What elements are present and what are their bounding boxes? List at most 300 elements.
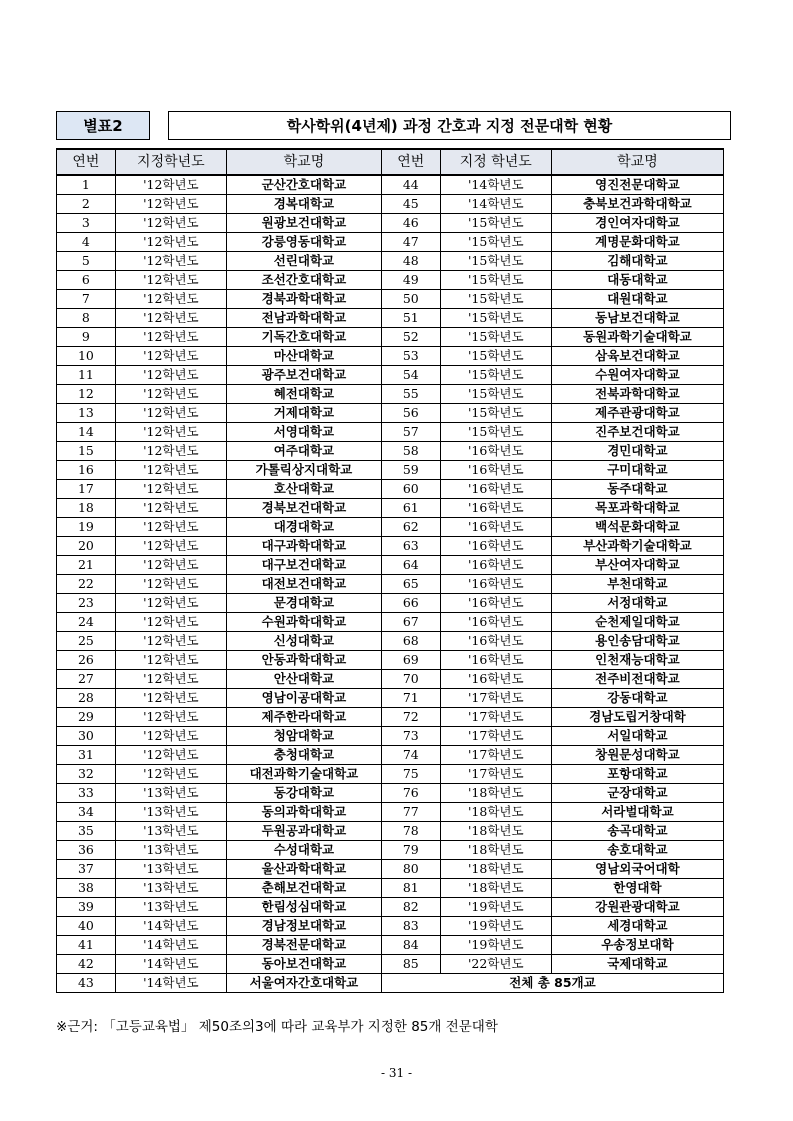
designation-year: '13학년도 bbox=[115, 784, 226, 803]
school-name: 대동대학교 bbox=[551, 271, 723, 290]
designation-year: '15학년도 bbox=[440, 423, 551, 442]
school-name: 제주한라대학교 bbox=[226, 708, 381, 727]
row-number: 12 bbox=[57, 385, 116, 404]
designation-year: '15학년도 bbox=[440, 347, 551, 366]
table-row bbox=[57, 309, 724, 328]
school-name: 안동과학대학교 bbox=[226, 651, 381, 670]
row-number: 6 bbox=[57, 271, 116, 290]
row-number: 19 bbox=[57, 518, 116, 537]
page-title: 학사학위(4년제) 과정 간호과 지정 전문대학 현황 bbox=[168, 111, 731, 140]
school-name: 부산여자대학교 bbox=[551, 556, 723, 575]
designation-year: '16학년도 bbox=[440, 499, 551, 518]
table-row bbox=[57, 594, 724, 613]
page-number: - 31 - bbox=[380, 1066, 412, 1080]
school-name: 광주보건대학교 bbox=[226, 366, 381, 385]
row-number: 51 bbox=[381, 309, 440, 328]
row-number: 40 bbox=[57, 917, 116, 936]
row-number: 72 bbox=[381, 708, 440, 727]
table-row bbox=[57, 727, 724, 746]
row-number: 55 bbox=[381, 385, 440, 404]
school-name: 문경대학교 bbox=[226, 594, 381, 613]
school-name: 호산대학교 bbox=[226, 480, 381, 499]
row-number: 64 bbox=[381, 556, 440, 575]
row-number: 68 bbox=[381, 632, 440, 651]
row-number: 36 bbox=[57, 841, 116, 860]
table-row bbox=[57, 480, 724, 499]
designation-year: '14학년도 bbox=[440, 195, 551, 214]
table-row bbox=[57, 518, 724, 537]
school-name: 서일대학교 bbox=[551, 727, 723, 746]
school-name: 삼육보건대학교 bbox=[551, 347, 723, 366]
school-name: 기독간호대학교 bbox=[226, 328, 381, 347]
school-name: 가톨릭상지대학교 bbox=[226, 461, 381, 480]
row-number: 57 bbox=[381, 423, 440, 442]
table-row bbox=[57, 233, 724, 252]
designation-year: '12학년도 bbox=[115, 575, 226, 594]
row-number: 43 bbox=[57, 974, 116, 993]
school-name: 수성대학교 bbox=[226, 841, 381, 860]
designation-year: '12학년도 bbox=[115, 404, 226, 423]
row-number: 37 bbox=[57, 860, 116, 879]
school-name: 선린대학교 bbox=[226, 252, 381, 271]
row-number: 84 bbox=[381, 936, 440, 955]
school-name: 신성대학교 bbox=[226, 632, 381, 651]
school-name: 전주비전대학교 bbox=[551, 670, 723, 689]
table-row bbox=[57, 879, 724, 898]
row-number: 42 bbox=[57, 955, 116, 974]
designation-year: '15학년도 bbox=[440, 271, 551, 290]
school-name: 경민대학교 bbox=[551, 442, 723, 461]
table-row bbox=[57, 461, 724, 480]
school-name: 경인여자대학교 bbox=[551, 214, 723, 233]
row-number: 27 bbox=[57, 670, 116, 689]
row-number: 30 bbox=[57, 727, 116, 746]
row-number: 46 bbox=[381, 214, 440, 233]
designation-year: '16학년도 bbox=[440, 461, 551, 480]
designation-year: '17학년도 bbox=[440, 746, 551, 765]
designation-year: '12학년도 bbox=[115, 366, 226, 385]
designation-year: '15학년도 bbox=[440, 290, 551, 309]
row-number: 45 bbox=[381, 195, 440, 214]
table-row bbox=[57, 347, 724, 366]
designation-year: '12학년도 bbox=[115, 594, 226, 613]
school-name: 경복대학교 bbox=[226, 195, 381, 214]
row-number: 20 bbox=[57, 537, 116, 556]
designation-year: '13학년도 bbox=[115, 898, 226, 917]
designation-year: '13학년도 bbox=[115, 860, 226, 879]
school-name: 전남과학대학교 bbox=[226, 309, 381, 328]
row-number: 85 bbox=[381, 955, 440, 974]
designation-year: '15학년도 bbox=[440, 252, 551, 271]
designation-year: '16학년도 bbox=[440, 537, 551, 556]
table-row bbox=[57, 404, 724, 423]
row-number: 8 bbox=[57, 309, 116, 328]
school-name: 군산간호대학교 bbox=[226, 175, 381, 195]
designation-year: '13학년도 bbox=[115, 803, 226, 822]
row-number: 59 bbox=[381, 461, 440, 480]
designation-year: '19학년도 bbox=[440, 917, 551, 936]
row-number: 1 bbox=[57, 175, 116, 195]
school-name: 안산대학교 bbox=[226, 670, 381, 689]
row-number: 76 bbox=[381, 784, 440, 803]
designation-year: '18학년도 bbox=[440, 860, 551, 879]
row-number: 82 bbox=[381, 898, 440, 917]
row-number: 15 bbox=[57, 442, 116, 461]
school-name: 서라벌대학교 bbox=[551, 803, 723, 822]
designation-year: '16학년도 bbox=[440, 670, 551, 689]
row-number: 24 bbox=[57, 613, 116, 632]
row-number: 58 bbox=[381, 442, 440, 461]
row-number: 62 bbox=[381, 518, 440, 537]
row-number: 70 bbox=[381, 670, 440, 689]
school-name: 동의과학대학교 bbox=[226, 803, 381, 822]
table-row bbox=[57, 803, 724, 822]
table-row bbox=[57, 214, 724, 233]
designation-year: '12학년도 bbox=[115, 613, 226, 632]
row-number: 33 bbox=[57, 784, 116, 803]
table-header-row bbox=[57, 149, 724, 175]
designation-year: '12학년도 bbox=[115, 518, 226, 537]
row-number: 56 bbox=[381, 404, 440, 423]
row-number: 66 bbox=[381, 594, 440, 613]
table-row bbox=[57, 423, 724, 442]
designation-year: '12학년도 bbox=[115, 727, 226, 746]
school-name: 울산과학대학교 bbox=[226, 860, 381, 879]
designation-year: '14학년도 bbox=[115, 936, 226, 955]
table-row bbox=[57, 613, 724, 632]
school-name: 구미대학교 bbox=[551, 461, 723, 480]
row-number: 34 bbox=[57, 803, 116, 822]
annex-badge: 별표2 bbox=[56, 111, 150, 140]
row-number: 13 bbox=[57, 404, 116, 423]
table-row bbox=[57, 499, 724, 518]
row-number: 81 bbox=[381, 879, 440, 898]
school-name: 용인송담대학교 bbox=[551, 632, 723, 651]
table-row bbox=[57, 860, 724, 879]
row-number: 16 bbox=[57, 461, 116, 480]
table-row bbox=[57, 385, 724, 404]
designation-year: '17학년도 bbox=[440, 708, 551, 727]
school-name: 진주보건대학교 bbox=[551, 423, 723, 442]
row-number: 38 bbox=[57, 879, 116, 898]
school-name: 수원과학대학교 bbox=[226, 613, 381, 632]
table-row bbox=[57, 328, 724, 347]
table-row bbox=[57, 632, 724, 651]
designation-year: '12학년도 bbox=[115, 233, 226, 252]
table-row bbox=[57, 366, 724, 385]
row-number: 26 bbox=[57, 651, 116, 670]
row-number: 80 bbox=[381, 860, 440, 879]
school-name: 동주대학교 bbox=[551, 480, 723, 499]
designation-year: '12학년도 bbox=[115, 556, 226, 575]
school-name: 강동대학교 bbox=[551, 689, 723, 708]
row-number: 3 bbox=[57, 214, 116, 233]
school-name: 대경대학교 bbox=[226, 518, 381, 537]
row-number: 53 bbox=[381, 347, 440, 366]
table-row bbox=[57, 195, 724, 214]
table-row bbox=[57, 898, 724, 917]
school-name: 서영대학교 bbox=[226, 423, 381, 442]
row-number: 32 bbox=[57, 765, 116, 784]
designation-year: '18학년도 bbox=[440, 879, 551, 898]
row-number: 79 bbox=[381, 841, 440, 860]
school-name: 여주대학교 bbox=[226, 442, 381, 461]
table-row bbox=[57, 556, 724, 575]
table-row bbox=[57, 670, 724, 689]
row-number: 61 bbox=[381, 499, 440, 518]
row-number: 83 bbox=[381, 917, 440, 936]
school-name: 대원대학교 bbox=[551, 290, 723, 309]
table-row bbox=[57, 917, 724, 936]
school-name: 동원과학기술대학교 bbox=[551, 328, 723, 347]
table-row bbox=[57, 537, 724, 556]
row-number: 17 bbox=[57, 480, 116, 499]
table-row bbox=[57, 936, 724, 955]
designation-year: '16학년도 bbox=[440, 575, 551, 594]
school-name: 동강대학교 bbox=[226, 784, 381, 803]
row-number: 41 bbox=[57, 936, 116, 955]
designation-year: '12학년도 bbox=[115, 195, 226, 214]
school-name: 마산대학교 bbox=[226, 347, 381, 366]
school-name: 군장대학교 bbox=[551, 784, 723, 803]
school-name: 세경대학교 bbox=[551, 917, 723, 936]
designated-colleges-table bbox=[56, 148, 724, 993]
row-number: 75 bbox=[381, 765, 440, 784]
col-header-year: 지정학년도 bbox=[115, 149, 226, 175]
designation-year: '14학년도 bbox=[115, 917, 226, 936]
row-number: 54 bbox=[381, 366, 440, 385]
school-name: 영남외국어대학 bbox=[551, 860, 723, 879]
designation-year: '18학년도 bbox=[440, 841, 551, 860]
school-name: 한림성심대학교 bbox=[226, 898, 381, 917]
table-row bbox=[57, 252, 724, 271]
designation-year: '12학년도 bbox=[115, 708, 226, 727]
designation-year: '17학년도 bbox=[440, 689, 551, 708]
designation-year: '18학년도 bbox=[440, 822, 551, 841]
row-number: 22 bbox=[57, 575, 116, 594]
school-name: 거제대학교 bbox=[226, 404, 381, 423]
designation-year: '19학년도 bbox=[440, 936, 551, 955]
school-name: 혜전대학교 bbox=[226, 385, 381, 404]
school-name: 전북과학대학교 bbox=[551, 385, 723, 404]
designation-year: '12학년도 bbox=[115, 632, 226, 651]
designation-year: '14학년도 bbox=[440, 175, 551, 195]
col-header-no: 연번 bbox=[57, 149, 116, 175]
school-name: 청암대학교 bbox=[226, 727, 381, 746]
school-name: 계명문화대학교 bbox=[551, 233, 723, 252]
row-number: 14 bbox=[57, 423, 116, 442]
table-row bbox=[57, 822, 724, 841]
table-row bbox=[57, 575, 724, 594]
school-name: 우송정보대학 bbox=[551, 936, 723, 955]
designation-year: '16학년도 bbox=[440, 518, 551, 537]
row-number: 21 bbox=[57, 556, 116, 575]
designation-year: '12학년도 bbox=[115, 347, 226, 366]
designation-year: '14학년도 bbox=[115, 974, 226, 993]
school-name: 서정대학교 bbox=[551, 594, 723, 613]
designation-year: '12학년도 bbox=[115, 442, 226, 461]
school-name: 대구보건대학교 bbox=[226, 556, 381, 575]
school-name: 수원여자대학교 bbox=[551, 366, 723, 385]
school-name: 조선간호대학교 bbox=[226, 271, 381, 290]
table-row bbox=[57, 442, 724, 461]
designation-year: '22학년도 bbox=[440, 955, 551, 974]
designation-year: '13학년도 bbox=[115, 822, 226, 841]
designation-year: '12학년도 bbox=[115, 689, 226, 708]
row-number: 69 bbox=[381, 651, 440, 670]
designation-year: '12학년도 bbox=[115, 537, 226, 556]
designation-year: '12학년도 bbox=[115, 461, 226, 480]
designation-year: '15학년도 bbox=[440, 366, 551, 385]
col-header-school-right: 학교명 bbox=[551, 149, 723, 175]
table-row bbox=[57, 765, 724, 784]
designation-year: '16학년도 bbox=[440, 480, 551, 499]
row-number: 74 bbox=[381, 746, 440, 765]
school-name: 경북과학대학교 bbox=[226, 290, 381, 309]
school-name: 서울여자간호대학교 bbox=[226, 974, 381, 993]
designation-year: '15학년도 bbox=[440, 214, 551, 233]
school-name: 목포과학대학교 bbox=[551, 499, 723, 518]
row-number: 67 bbox=[381, 613, 440, 632]
table-row bbox=[57, 651, 724, 670]
designation-year: '12학년도 bbox=[115, 670, 226, 689]
designation-year: '15학년도 bbox=[440, 233, 551, 252]
school-name: 송곡대학교 bbox=[551, 822, 723, 841]
designation-year: '12학년도 bbox=[115, 271, 226, 290]
row-number: 10 bbox=[57, 347, 116, 366]
school-name: 경북보건대학교 bbox=[226, 499, 381, 518]
designation-year: '12학년도 bbox=[115, 385, 226, 404]
designation-year: '16학년도 bbox=[440, 594, 551, 613]
designation-year: '12학년도 bbox=[115, 252, 226, 271]
school-name: 대전보건대학교 bbox=[226, 575, 381, 594]
designation-year: '12학년도 bbox=[115, 499, 226, 518]
designation-year: '12학년도 bbox=[115, 175, 226, 195]
designation-year: '12학년도 bbox=[115, 214, 226, 233]
designation-year: '18학년도 bbox=[440, 784, 551, 803]
designation-year: '18학년도 bbox=[440, 803, 551, 822]
table-row bbox=[57, 175, 724, 195]
row-number: 44 bbox=[381, 175, 440, 195]
school-name: 대구과학대학교 bbox=[226, 537, 381, 556]
row-number: 11 bbox=[57, 366, 116, 385]
school-name: 제주관광대학교 bbox=[551, 404, 723, 423]
row-number: 23 bbox=[57, 594, 116, 613]
school-name: 인천재능대학교 bbox=[551, 651, 723, 670]
designation-year: '14학년도 bbox=[115, 955, 226, 974]
school-name: 한영대학 bbox=[551, 879, 723, 898]
designation-year: '19학년도 bbox=[440, 898, 551, 917]
col-header-no-right: 연번 bbox=[381, 149, 440, 175]
row-number: 5 bbox=[57, 252, 116, 271]
row-number: 49 bbox=[381, 271, 440, 290]
designation-year: '12학년도 bbox=[115, 309, 226, 328]
table-row bbox=[57, 271, 724, 290]
row-number: 77 bbox=[381, 803, 440, 822]
school-name: 두원공과대학교 bbox=[226, 822, 381, 841]
row-number: 60 bbox=[381, 480, 440, 499]
school-name: 김해대학교 bbox=[551, 252, 723, 271]
designation-year: '12학년도 bbox=[115, 765, 226, 784]
designation-year: '16학년도 bbox=[440, 632, 551, 651]
designation-year: '13학년도 bbox=[115, 841, 226, 860]
table-row bbox=[57, 746, 724, 765]
designation-year: '15학년도 bbox=[440, 309, 551, 328]
row-number: 39 bbox=[57, 898, 116, 917]
row-number: 35 bbox=[57, 822, 116, 841]
row-number: 4 bbox=[57, 233, 116, 252]
designation-year: '17학년도 bbox=[440, 765, 551, 784]
title-row bbox=[56, 111, 731, 140]
designation-year: '16학년도 bbox=[440, 651, 551, 670]
row-number: 52 bbox=[381, 328, 440, 347]
designation-year: '12학년도 bbox=[115, 290, 226, 309]
designation-year: '16학년도 bbox=[440, 442, 551, 461]
row-number: 50 bbox=[381, 290, 440, 309]
row-number: 48 bbox=[381, 252, 440, 271]
row-number: 71 bbox=[381, 689, 440, 708]
table-row bbox=[57, 841, 724, 860]
row-number: 9 bbox=[57, 328, 116, 347]
school-name: 대전과학기술대학교 bbox=[226, 765, 381, 784]
school-name: 국제대학교 bbox=[551, 955, 723, 974]
total-count: 전체 총 85개교 bbox=[381, 974, 723, 993]
school-name: 동아보건대학교 bbox=[226, 955, 381, 974]
designation-year: '15학년도 bbox=[440, 404, 551, 423]
school-name: 강원관광대학교 bbox=[551, 898, 723, 917]
designation-year: '16학년도 bbox=[440, 613, 551, 632]
col-header-year-right: 지정 학년도 bbox=[440, 149, 551, 175]
table-row bbox=[57, 689, 724, 708]
school-name: 경남도립거창대학 bbox=[551, 708, 723, 727]
designation-year: '16학년도 bbox=[440, 556, 551, 575]
school-name: 경남정보대학교 bbox=[226, 917, 381, 936]
school-name: 경북전문대학교 bbox=[226, 936, 381, 955]
school-name: 원광보건대학교 bbox=[226, 214, 381, 233]
designation-year: '12학년도 bbox=[115, 480, 226, 499]
designation-year: '15학년도 bbox=[440, 328, 551, 347]
row-number: 31 bbox=[57, 746, 116, 765]
row-number: 47 bbox=[381, 233, 440, 252]
school-name: 순천제일대학교 bbox=[551, 613, 723, 632]
table-row bbox=[57, 955, 724, 974]
school-name: 부천대학교 bbox=[551, 575, 723, 594]
designation-year: '15학년도 bbox=[440, 385, 551, 404]
table-row bbox=[57, 784, 724, 803]
school-name: 창원문성대학교 bbox=[551, 746, 723, 765]
row-number: 29 bbox=[57, 708, 116, 727]
designation-year: '12학년도 bbox=[115, 746, 226, 765]
designation-year: '12학년도 bbox=[115, 651, 226, 670]
school-name: 충청대학교 bbox=[226, 746, 381, 765]
school-name: 춘해보건대학교 bbox=[226, 879, 381, 898]
table-row bbox=[57, 974, 724, 993]
school-name: 동남보건대학교 bbox=[551, 309, 723, 328]
row-number: 73 bbox=[381, 727, 440, 746]
designation-year: '17학년도 bbox=[440, 727, 551, 746]
row-number: 7 bbox=[57, 290, 116, 309]
school-name: 강릉영동대학교 bbox=[226, 233, 381, 252]
designation-year: '13학년도 bbox=[115, 879, 226, 898]
row-number: 63 bbox=[381, 537, 440, 556]
table-row bbox=[57, 708, 724, 727]
row-number: 28 bbox=[57, 689, 116, 708]
table-row bbox=[57, 290, 724, 309]
school-name: 영남이공대학교 bbox=[226, 689, 381, 708]
school-name: 포항대학교 bbox=[551, 765, 723, 784]
footnote: ※근거: 「고등교육법」 제50조의3에 따라 교육부가 지정한 85개 전문대학 bbox=[56, 1019, 498, 1035]
school-name: 송호대학교 bbox=[551, 841, 723, 860]
